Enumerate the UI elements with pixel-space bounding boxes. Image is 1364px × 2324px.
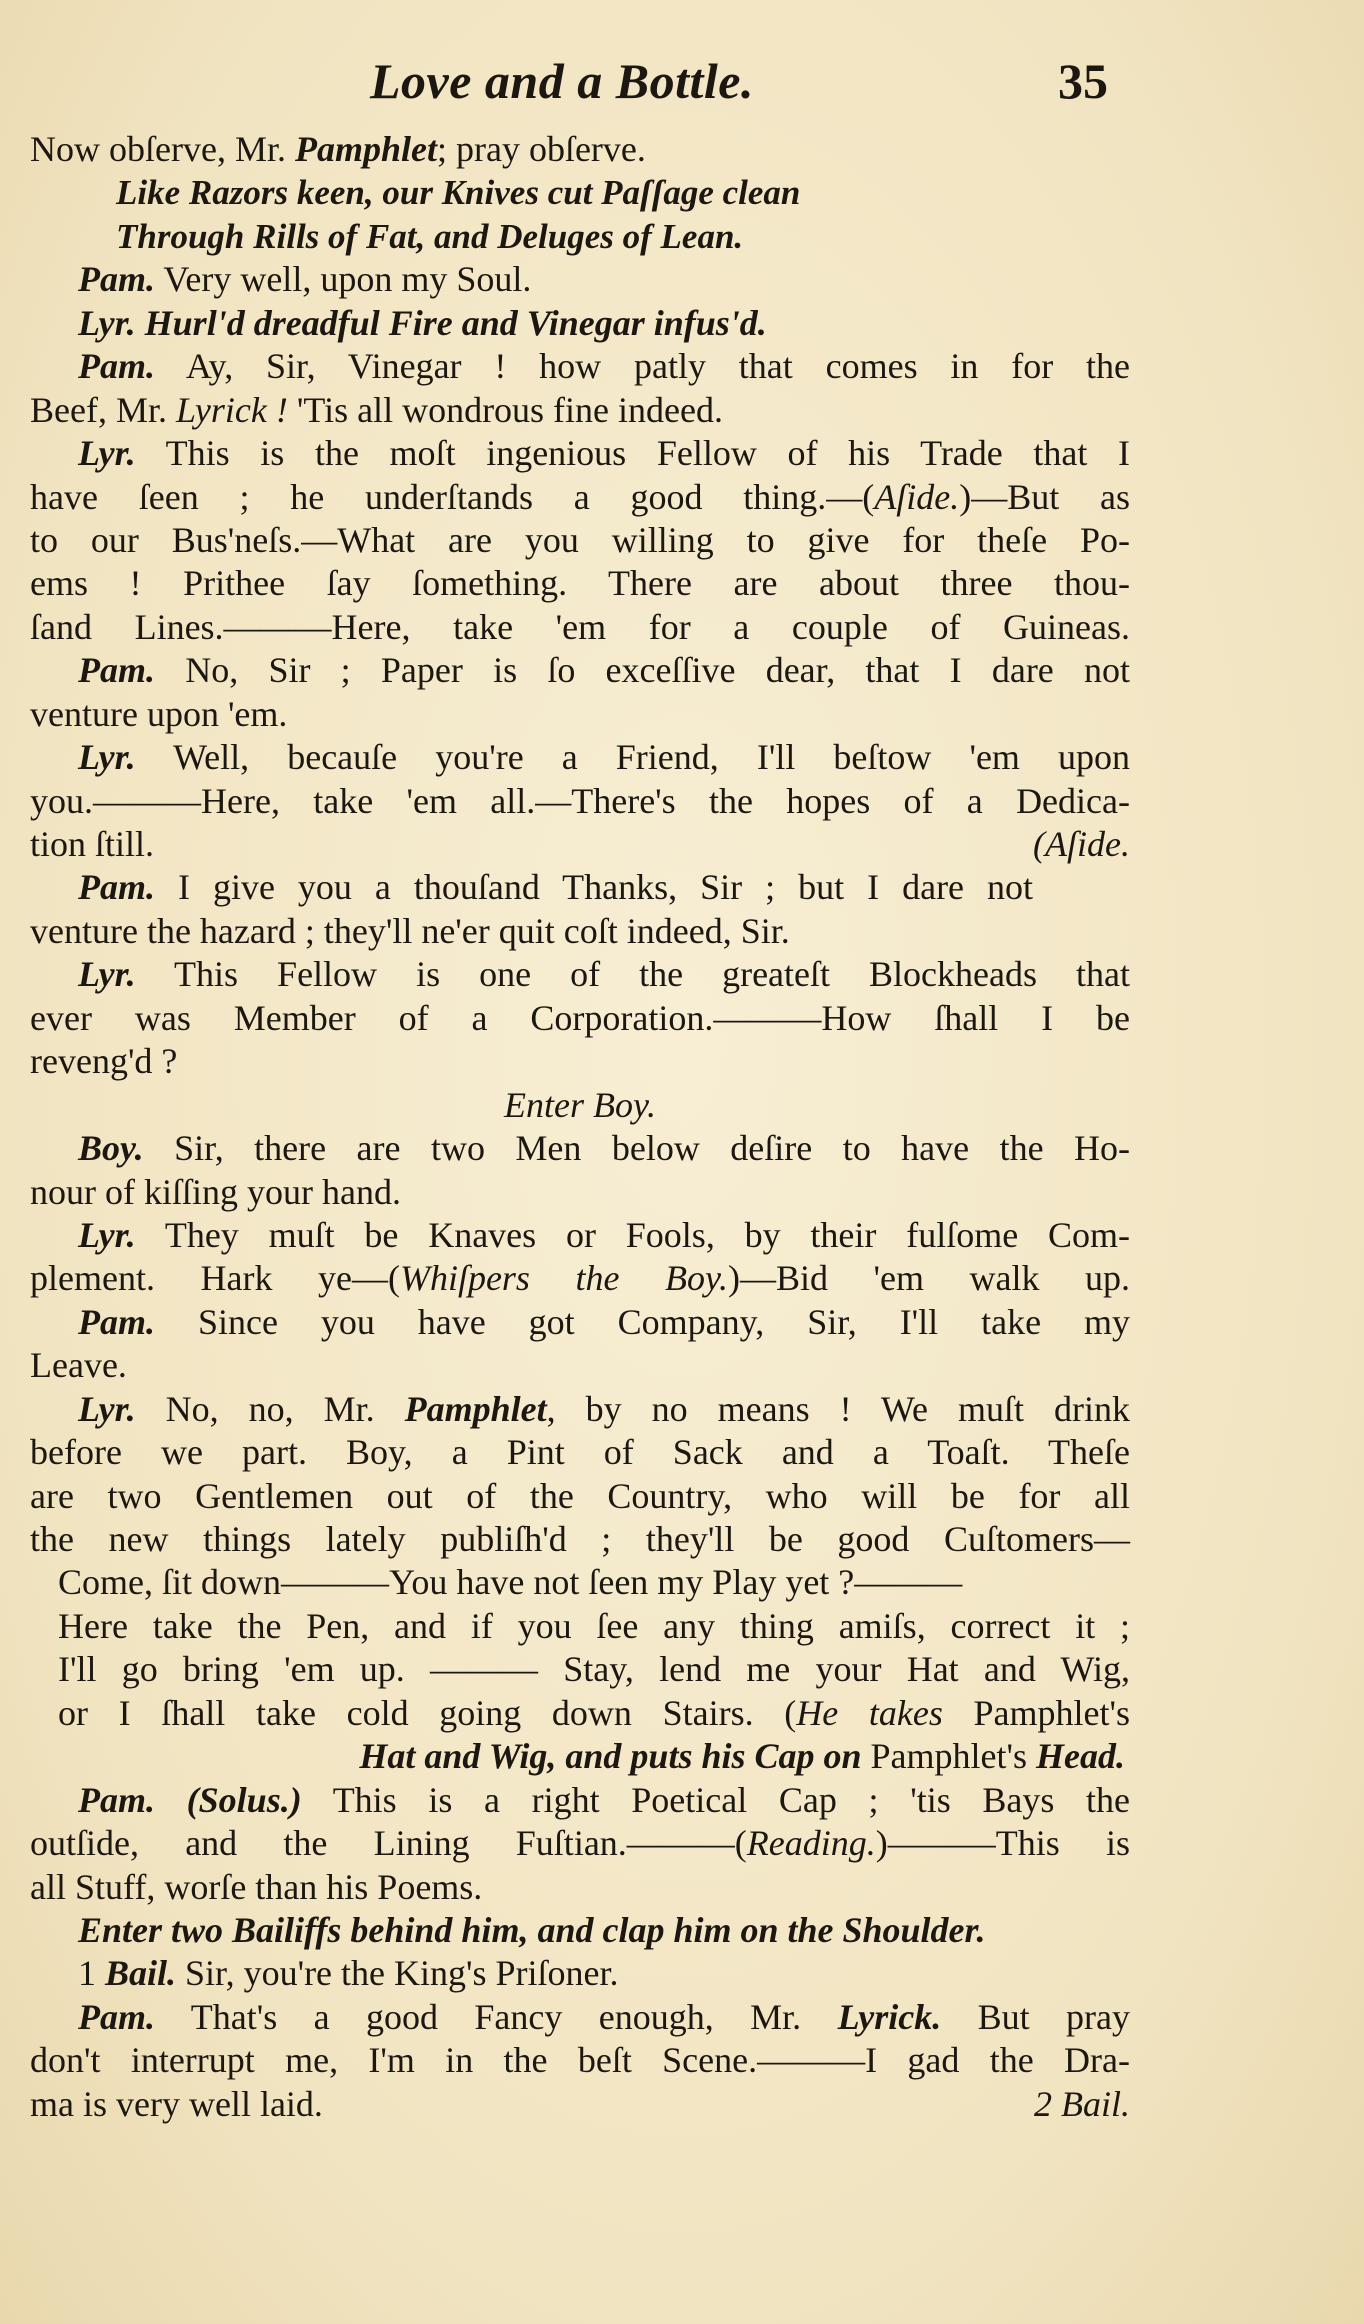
text-line: Leave. <box>30 1345 127 1386</box>
speaker-name: Pam. <box>78 650 155 691</box>
speech-line: Lyr. They muſt be Knaves or Fools, by their fulſome Com- <box>78 1214 1130 1255</box>
stage-direction: (Aſide. <box>1033 824 1130 864</box>
speech-line: Lyr. Well, becauſe you're a Friend, I'll beſtow 'em upon <box>78 737 1130 778</box>
text-line: ma is very well laid. 2 Bail. <box>30 2083 1130 2126</box>
page-number: 35 <box>1058 53 1108 109</box>
text-line: Now obſerve, Mr. Pamphlet; pray obſerve. <box>30 129 646 169</box>
text-line: don't interrupt me, I'm in the beſt Scene.———I gad the Dra- <box>30 2040 1130 2081</box>
speech-line: Pam. I give you a thouſand Thanks, Sir ; but I dare not <box>78 867 1034 908</box>
running-title: Love and a Bottle. <box>370 53 754 109</box>
text-line: outſide, and the Lining Fuſtian.———(Reading.)———This is <box>30 1823 1130 1864</box>
speech-line: Lyr. This is the moſt ingenious Fellow of his Trade that I <box>78 433 1131 474</box>
text-line: ſand Lines.———Here, take 'em for a couple of Guineas. <box>30 606 1130 647</box>
text-line: reveng'd ? <box>30 1041 178 1082</box>
text-line: I'll go bring 'em up. ——— Stay, lend me your Hat and Wig, <box>58 1649 1130 1690</box>
speech-line: Lyr. This Fellow is one of the greateſt Blockheads that <box>78 954 1130 995</box>
speech-line: Pam. Ay, Sir, Vinegar ! how patly that comes in for the <box>78 346 1131 387</box>
speech-line: Pam. That's a good Fancy enough, Mr. Lyrick. But pray <box>78 1996 1131 2037</box>
text-line: venture upon 'em. <box>30 693 288 734</box>
speaker-name: Lyr. <box>78 737 136 778</box>
speech-line: Pam. Since you have got Company, Sir, I'll take my <box>78 1301 1130 1342</box>
text-line: ems ! Prithee ſay ſomething. There are about three thou- <box>30 563 1130 604</box>
text-line: Here take the Pen, and if you ſee any thing amiſs, correct it ; <box>58 1605 1130 1646</box>
text-line: have ſeen ; he underſtands a good thing.—(Aſide.)—But as <box>30 476 1130 517</box>
speaker-name: Lyr. <box>78 1214 136 1255</box>
speaker-name: Lyr. <box>78 302 136 343</box>
speech-line: Pam. Very well, upon my Soul. <box>78 259 532 300</box>
speaker-name: Pam. <box>78 259 155 300</box>
speaker-name: Pam. <box>78 1301 155 1342</box>
speaker-name: Lyr. <box>78 954 136 995</box>
verse-line: Through Rills of Fat, and Deluges of Lean. <box>116 216 744 256</box>
text-line: you.———Here, take 'em all.—There's the hopes of a Dedica- <box>30 780 1130 821</box>
speaker-name: Pam. <box>78 1996 155 2037</box>
text-line: before we part. Boy, a Pint of Sack and a Toaſt. Theſe <box>30 1432 1130 1473</box>
text-line: Come, ſit down———You have not ſeen my Play yet ?——— <box>58 1562 963 1603</box>
speaker-name: Lyr. <box>78 1388 136 1429</box>
text-line: Beef, Mr. Lyrick ! 'Tis all wondrous fine indeed. <box>30 389 723 430</box>
speaker-name: Pam. <box>78 346 155 387</box>
page-body <box>30 128 1130 2126</box>
text-line: all Stuff, worſe than his Poems. <box>30 1866 483 1907</box>
speech-line: Pam. (Solus.) This is a right Poetical Cap ; 'tis Bays the <box>78 1779 1130 1820</box>
speech-line: Lyr. No, no, Mr. Pamphlet, by no means ! We muſt drink <box>78 1388 1130 1429</box>
speech-line: Pam. No, Sir ; Paper is ſo exceſſive dear, that I dare not <box>78 650 1131 691</box>
text-line: the new things lately publiſh'd ; they'll be good Cuſtomers— <box>30 1519 1130 1559</box>
speaker-name: Lyr. <box>78 433 136 474</box>
text-line: to our Bus'neſs.—What are you willing to give for theſe Po- <box>30 519 1130 560</box>
stage-direction: Enter Boy. <box>504 1084 656 1125</box>
text-line: are two Gentlemen out of the Country, who will be for all <box>30 1475 1130 1516</box>
text-line: nour of kiſſing your hand. <box>30 1171 401 1212</box>
speaker-name: Pam. <box>78 867 155 908</box>
speaker-name: Pam. <box>78 1779 155 1820</box>
catchword: 2 Bail. <box>1034 2083 1130 2124</box>
text-line: or I ſhall take cold going down Stairs. (He takes Pamphlet's <box>58 1692 1131 1733</box>
stage-direction: Hat and Wig, and puts his Cap on Pamphlet's Head. <box>359 1736 1125 1777</box>
speech-line: Lyr. Hurl'd dreadful Fire and Vinegar infus'd. <box>78 302 767 343</box>
speech-line: 1 Bail. Sir, you're the King's Priſoner. <box>78 1953 619 1994</box>
page-header <box>0 52 1364 122</box>
stage-direction: Enter two Bailiffs behind him, and clap him on the Shoulder. <box>78 1909 986 1950</box>
text-line: venture the hazard ; they'll ne'er quit coſt indeed, Sir. <box>30 910 790 951</box>
text-line: plement. Hark ye—(Whiſpers the Boy.)—Bid 'em walk up. <box>30 1258 1130 1299</box>
speech-line: Boy. Sir, there are two Men below deſire to have the Ho- <box>78 1128 1131 1169</box>
text-line: ever was Member of a Corporation.———How ſhall I be <box>30 997 1130 1038</box>
verse-line: Like Razors keen, our Knives cut Paſſage clean <box>116 173 801 213</box>
speaker-name: Bail. <box>105 1953 177 1994</box>
speaker-name: Boy. <box>78 1128 144 1169</box>
text-line: tion ſtill. (Aſide. <box>30 823 1130 866</box>
